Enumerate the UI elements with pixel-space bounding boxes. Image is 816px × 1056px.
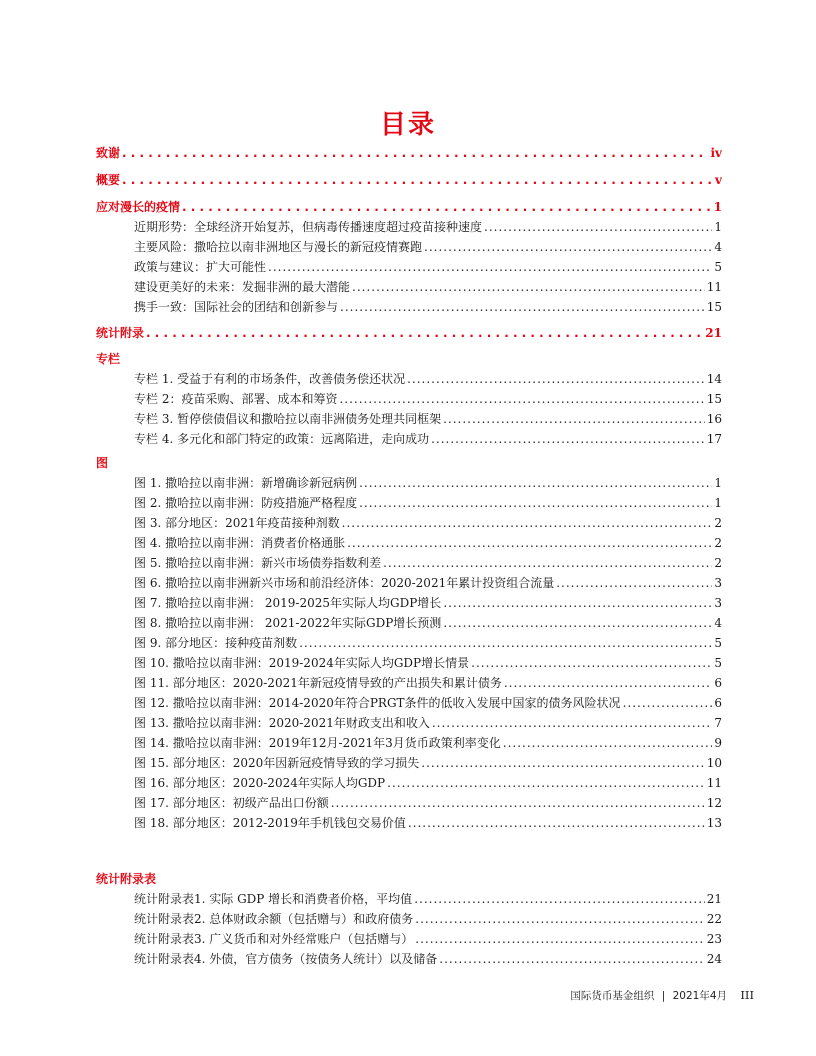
toc-entry-label: 近期形势：全球经济开始复苏，但病毒传播速度超过疫苗接种速度 bbox=[134, 220, 483, 234]
dot-leader bbox=[414, 889, 705, 909]
toc-entry-label: 专栏 3. 暂停偿债倡议和撒哈拉以南非洲债务处理共同框架 bbox=[134, 412, 442, 426]
toc-subentry[interactable] bbox=[96, 573, 722, 593]
dot-leader bbox=[503, 733, 713, 753]
toc-entry-page: v bbox=[715, 173, 722, 187]
footer-separator: | bbox=[661, 990, 666, 1002]
dot-leader bbox=[504, 673, 713, 693]
toc-entry-label: 图 6. 撒哈拉以南非洲新兴市场和前沿经济体：2020-2021年累计投资组合流量 bbox=[134, 576, 555, 590]
toc-subentry[interactable] bbox=[96, 277, 722, 297]
toc-subentry[interactable] bbox=[96, 889, 722, 909]
toc-entry-label: 致谢 bbox=[96, 146, 121, 160]
toc-entry-page: 1 bbox=[714, 496, 722, 510]
toc-entry-label: 图 3. 部分地区：2021年疫苗接种剂数 bbox=[134, 516, 340, 530]
toc-subentry[interactable] bbox=[96, 429, 722, 449]
dot-leader bbox=[122, 143, 708, 163]
toc-entry-label: 政策与建议：扩大可能性 bbox=[134, 260, 267, 274]
toc-entry-page: 1 bbox=[714, 476, 722, 490]
page-footer bbox=[570, 988, 754, 1003]
figures-heading: 图 bbox=[96, 456, 109, 470]
dot-leader bbox=[331, 793, 705, 813]
toc-subentry[interactable] bbox=[96, 533, 722, 553]
toc-entry-page: 2 bbox=[714, 536, 722, 550]
toc-entry-label: 统计附录表3. 广义货币和对外经常账户（包括赠与） bbox=[134, 932, 414, 946]
toc-entry-page: 15 bbox=[706, 392, 722, 406]
toc-entry-page: 4 bbox=[714, 240, 722, 254]
dot-leader bbox=[431, 429, 705, 449]
toc-entry-page: 1 bbox=[713, 200, 722, 214]
toc-entry-page: 1 bbox=[714, 220, 722, 234]
toc-subentry[interactable] bbox=[96, 217, 722, 237]
toc-subentry[interactable] bbox=[96, 237, 722, 257]
dot-leader bbox=[408, 813, 705, 833]
toc-entry-prolonged-pandemic[interactable] bbox=[96, 197, 722, 217]
toc-entry-page: 2 bbox=[714, 556, 722, 570]
toc-subentry[interactable] bbox=[96, 257, 722, 277]
toc-subentry[interactable] bbox=[96, 793, 722, 813]
dot-leader bbox=[407, 369, 705, 389]
toc-subentry[interactable] bbox=[96, 633, 722, 653]
toc-entry-label: 图 16. 部分地区：2020-2024年实际人均GDP bbox=[134, 776, 386, 790]
toc-entry-acknowledgements[interactable] bbox=[96, 143, 722, 163]
toc-subentry[interactable] bbox=[96, 733, 722, 753]
footer-page-number: III bbox=[740, 988, 754, 1002]
dot-leader bbox=[339, 389, 704, 409]
dot-leader bbox=[347, 533, 712, 553]
toc-subentry[interactable] bbox=[96, 297, 722, 317]
boxes-heading: 专栏 bbox=[96, 352, 121, 366]
dot-leader bbox=[443, 613, 712, 633]
toc-entry-page: 5 bbox=[714, 656, 722, 670]
dot-leader bbox=[387, 773, 705, 793]
toc-subentry[interactable] bbox=[96, 753, 722, 773]
toc-entry-page: 6 bbox=[714, 696, 722, 710]
toc-entry-page: 12 bbox=[706, 796, 722, 810]
toc-entry-page: 7 bbox=[714, 716, 722, 730]
dot-leader bbox=[484, 217, 712, 237]
toc-subentry[interactable] bbox=[96, 513, 722, 533]
toc-entry-label: 图 8. 撒哈拉以南非洲： 2021-2022年实际GDP增长预测 bbox=[134, 616, 442, 630]
toc-entry-label: 专栏 2：疫苗采购、部署、成本和筹资 bbox=[134, 392, 338, 406]
dot-leader bbox=[359, 493, 712, 513]
toc-entry-page: iv bbox=[710, 146, 722, 160]
toc-entry-page: 13 bbox=[706, 816, 722, 830]
dot-leader bbox=[383, 553, 712, 573]
toc-entry-page: 14 bbox=[706, 372, 722, 386]
dot-leader bbox=[299, 633, 712, 653]
toc-entry-label: 图 4. 撒哈拉以南非洲：消费者价格通胀 bbox=[134, 536, 346, 550]
dot-leader bbox=[342, 513, 713, 533]
toc-entry-label: 图 18. 部分地区：2012-2019年手机钱包交易价值 bbox=[134, 816, 406, 830]
page-title: 目录 bbox=[379, 110, 436, 140]
table-of-contents bbox=[96, 143, 722, 969]
dot-leader bbox=[432, 713, 713, 733]
toc-entry-statistical-appendix[interactable] bbox=[96, 323, 722, 343]
toc-entry-page: 11 bbox=[706, 776, 722, 790]
toc-entry-page: 4 bbox=[714, 616, 722, 630]
toc-entry-page: 6 bbox=[714, 676, 722, 690]
dot-leader bbox=[623, 693, 713, 713]
toc-entry-label: 图 13. 撒哈拉以南非洲：2020-2021年财政支出和收入 bbox=[134, 716, 430, 730]
toc-subentry[interactable] bbox=[96, 493, 722, 513]
toc-entry-label: 图 11. 部分地区：2020-2021年新冠疫情导致的产出损失和累计债务 bbox=[134, 676, 502, 690]
dot-leader bbox=[359, 473, 712, 493]
toc-entry-label: 应对漫长的疫情 bbox=[96, 200, 181, 214]
toc-entry-page: 16 bbox=[706, 412, 722, 426]
toc-entry-label: 图 9. 部分地区：接种疫苗剂数 bbox=[134, 636, 298, 650]
toc-subentry[interactable] bbox=[96, 693, 722, 713]
toc-entry-page: 5 bbox=[714, 260, 722, 274]
toc-entry-page: 24 bbox=[706, 952, 722, 966]
dot-leader bbox=[268, 257, 712, 277]
toc-subentry[interactable] bbox=[96, 929, 722, 949]
toc-entry-label: 图 1. 撒哈拉以南非洲：新增确诊新冠病例 bbox=[134, 476, 358, 490]
dot-leader bbox=[439, 949, 704, 969]
toc-entry-label: 图 17. 部分地区：初级产品出口份额 bbox=[134, 796, 329, 810]
toc-subentry[interactable] bbox=[96, 369, 722, 389]
toc-entry-page: 11 bbox=[706, 280, 722, 294]
toc-entry-label: 统计附录表4. 外债，官方债务（按债务人统计）以及储备 bbox=[134, 952, 438, 966]
toc-subentry[interactable] bbox=[96, 813, 722, 833]
toc-subentry[interactable] bbox=[96, 673, 722, 693]
toc-entry-label: 图 15. 部分地区：2020年因新冠疫情导致的学习损失 bbox=[134, 756, 420, 770]
toc-entry-page: 17 bbox=[706, 432, 722, 446]
toc-entry-label: 专栏 4. 多元化和部门特定的政策：远离陷进，走向成功 bbox=[134, 432, 430, 446]
toc-entry-label: 主要风险：撒哈拉以南非洲地区与漫长的新冠疫情赛跑 bbox=[134, 240, 423, 254]
dot-leader bbox=[415, 929, 704, 949]
toc-entry-label: 概要 bbox=[96, 173, 121, 187]
toc-subentry[interactable] bbox=[96, 949, 722, 969]
dot-leader bbox=[421, 753, 704, 773]
dot-leader bbox=[352, 277, 705, 297]
toc-entry-page: 9 bbox=[714, 736, 722, 750]
dot-leader bbox=[122, 170, 713, 190]
dot-leader bbox=[340, 297, 705, 317]
toc-entry-label: 统计附录表1. 实际 GDP 增长和消费者价格，平均值 bbox=[134, 892, 413, 906]
toc-subentry[interactable] bbox=[96, 653, 722, 673]
toc-entry-label: 图 12. 撒哈拉以南非洲：2014-2020年符合PRGT条件的低收入发展中国家的债务风险状况 bbox=[134, 696, 621, 710]
toc-subentry[interactable] bbox=[96, 773, 722, 793]
toc-entry-page: 3 bbox=[714, 596, 722, 610]
toc-entry-page: 5 bbox=[714, 636, 722, 650]
dot-leader bbox=[443, 593, 712, 613]
toc-entry-label: 专栏 1. 受益于有利的市场条件，改善债务偿还状况 bbox=[134, 372, 406, 386]
toc-entry-label: 统计附录 bbox=[96, 326, 145, 340]
toc-entry-label: 图 7. 撒哈拉以南非洲： 2019-2025年实际人均GDP增长 bbox=[134, 596, 442, 610]
dot-leader bbox=[415, 909, 704, 929]
toc-subentry[interactable] bbox=[96, 389, 722, 409]
tables-heading: 统计附录表 bbox=[96, 872, 157, 886]
dot-leader bbox=[182, 197, 712, 217]
dot-leader bbox=[146, 323, 703, 343]
footer-date: 2021年4月 bbox=[672, 990, 728, 1002]
toc-entry-label: 建设更美好的未来：发掘非洲的最大潜能 bbox=[134, 280, 351, 294]
toc-entry-page: 2 bbox=[714, 516, 722, 530]
toc-entry-summary[interactable] bbox=[96, 170, 722, 190]
dot-leader bbox=[424, 237, 712, 257]
toc-entry-page: 10 bbox=[706, 756, 722, 770]
toc-entry-label: 图 5. 撒哈拉以南非洲：新兴市场债券指数利差 bbox=[134, 556, 382, 570]
toc-entry-page: 21 bbox=[706, 892, 722, 906]
toc-entry-page: 3 bbox=[714, 576, 722, 590]
dot-leader bbox=[443, 409, 705, 429]
toc-entry-page: 22 bbox=[706, 912, 722, 926]
toc-entry-label: 图 2. 撒哈拉以南非洲：防疫措施严格程度 bbox=[134, 496, 358, 510]
dot-leader bbox=[556, 573, 712, 593]
toc-entry-label: 图 14. 撒哈拉以南非洲：2019年12月-2021年3月货币政策利率变化 bbox=[134, 736, 501, 750]
toc-subentry[interactable] bbox=[96, 553, 722, 573]
toc-entry-label: 携手一致：国际社会的团结和创新参与 bbox=[134, 300, 339, 314]
toc-subentry[interactable] bbox=[96, 909, 722, 929]
toc-subentry[interactable] bbox=[96, 473, 722, 493]
dot-leader bbox=[471, 653, 712, 673]
toc-entry-page: 21 bbox=[705, 326, 722, 340]
toc-subentry[interactable] bbox=[96, 613, 722, 633]
toc-entry-page: 15 bbox=[706, 300, 722, 314]
toc-entry-label: 图 10. 撒哈拉以南非洲：2019-2024年实际人均GDP增长情景 bbox=[134, 656, 470, 670]
footer-publisher: 国际货币基金组织 bbox=[570, 990, 655, 1002]
toc-entry-label: 统计附录表2. 总体财政余额（包括赠与）和政府债务 bbox=[134, 912, 414, 926]
toc-subentry[interactable] bbox=[96, 409, 722, 429]
toc-subentry[interactable] bbox=[96, 713, 722, 733]
toc-entry-page: 23 bbox=[706, 932, 722, 946]
toc-subentry[interactable] bbox=[96, 593, 722, 613]
